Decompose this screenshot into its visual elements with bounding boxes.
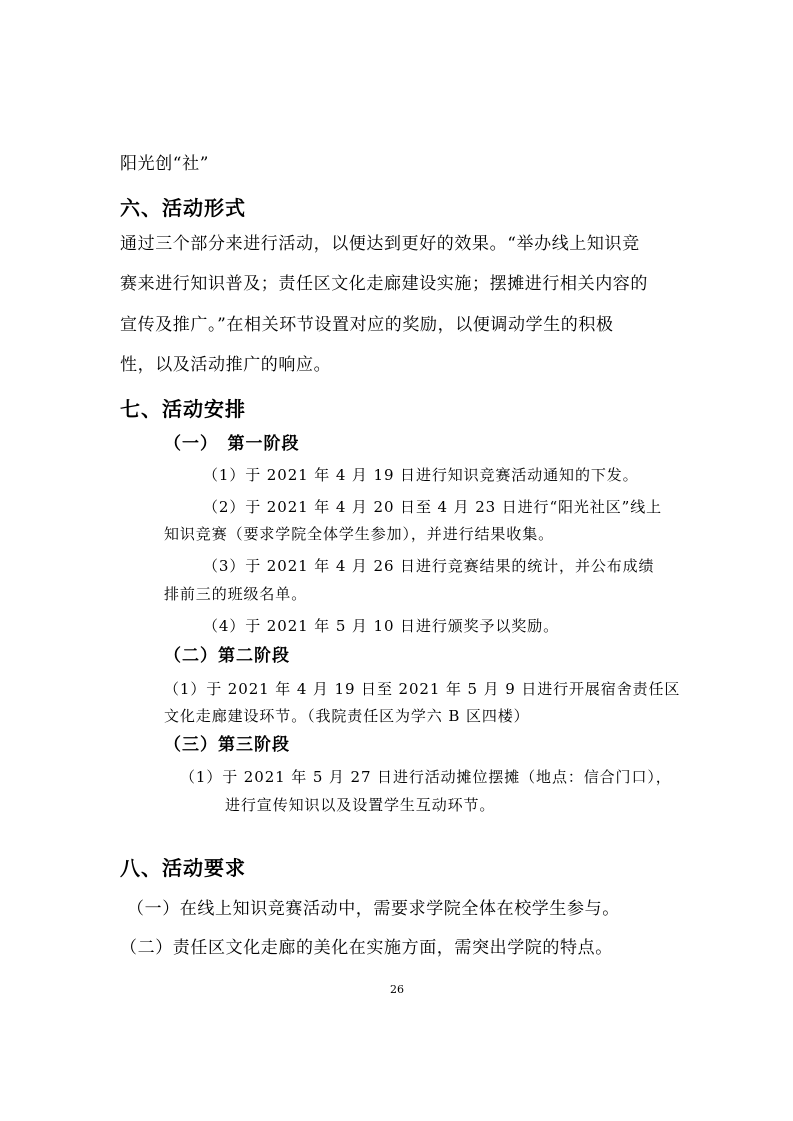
- section-8-line-2: （二）责任区文化走廊的美化在实施方面，需突出学院的特点。: [120, 938, 613, 958]
- stage-2-heading: （二）第二阶段: [164, 646, 290, 666]
- stage-3-line-1: （1）于 2021 年 5 月 27 日进行活动摊位摆摊（地点：信合门口），: [180, 768, 672, 786]
- intro-tail-text: 阳光创“社”: [120, 154, 209, 174]
- section-6-line-1: 通过三个部分来进行活动，以便达到更好的效果。“举办线上知识竞: [120, 234, 640, 254]
- stage-3-line-2: 进行宣传知识以及设置学生互动环节。: [225, 796, 496, 814]
- stage-1-line-4: （3）于 2021 年 4 月 26 日进行竞赛结果的统计，并公布成绩: [203, 557, 655, 575]
- section-8-line-1: （一）在线上知识竞赛活动中，需要求学院全体在校学生参与。: [127, 899, 620, 919]
- stage-1-line-6: （4）于 2021 年 5 月 10 日进行颁奖予以奖励。: [203, 617, 560, 635]
- section-6-line-2: 赛来进行知识普及；责任区文化走廊建设实施；摆摊进行相关内容的: [120, 274, 648, 294]
- stage-2-line-2: 文化走廊建设环节。（我院责任区为学六 B 区四楼）: [164, 707, 530, 725]
- stage-1-line-1: （1）于 2021 年 4 月 19 日进行知识竞赛活动通知的下发。: [203, 466, 639, 484]
- section-6-line-4: 性，以及活动推广的响应。: [120, 355, 332, 375]
- stage-1-line-5: 排前三的班级名单。: [164, 585, 308, 603]
- section-7-heading: 七、活动安排: [120, 397, 246, 421]
- stage-3-heading: （三）第三阶段: [164, 735, 290, 755]
- section-6-heading: 六、活动形式: [120, 196, 246, 220]
- stage-2-line-1: （1）于 2021 年 4 月 19 日至 2021 年 5 月 9 日进行开展宿舍责任区: [164, 680, 681, 698]
- page-number: 26: [390, 983, 404, 996]
- stage-1-line-3: 知识竞赛（要求学院全体学生参加），并进行结果收集。: [164, 525, 555, 543]
- section-6-line-3: 宣传及推广。”在相关环节设置对应的奖励，以便调动学生的积极: [120, 315, 614, 335]
- stage-1-line-2: （2）于 2021 年 4 月 20 日至 4 月 23 日进行“阳光社区”线上: [203, 498, 662, 516]
- section-8-heading: 八、活动要求: [120, 856, 246, 880]
- stage-1-heading: （一） 第一阶段: [164, 434, 300, 454]
